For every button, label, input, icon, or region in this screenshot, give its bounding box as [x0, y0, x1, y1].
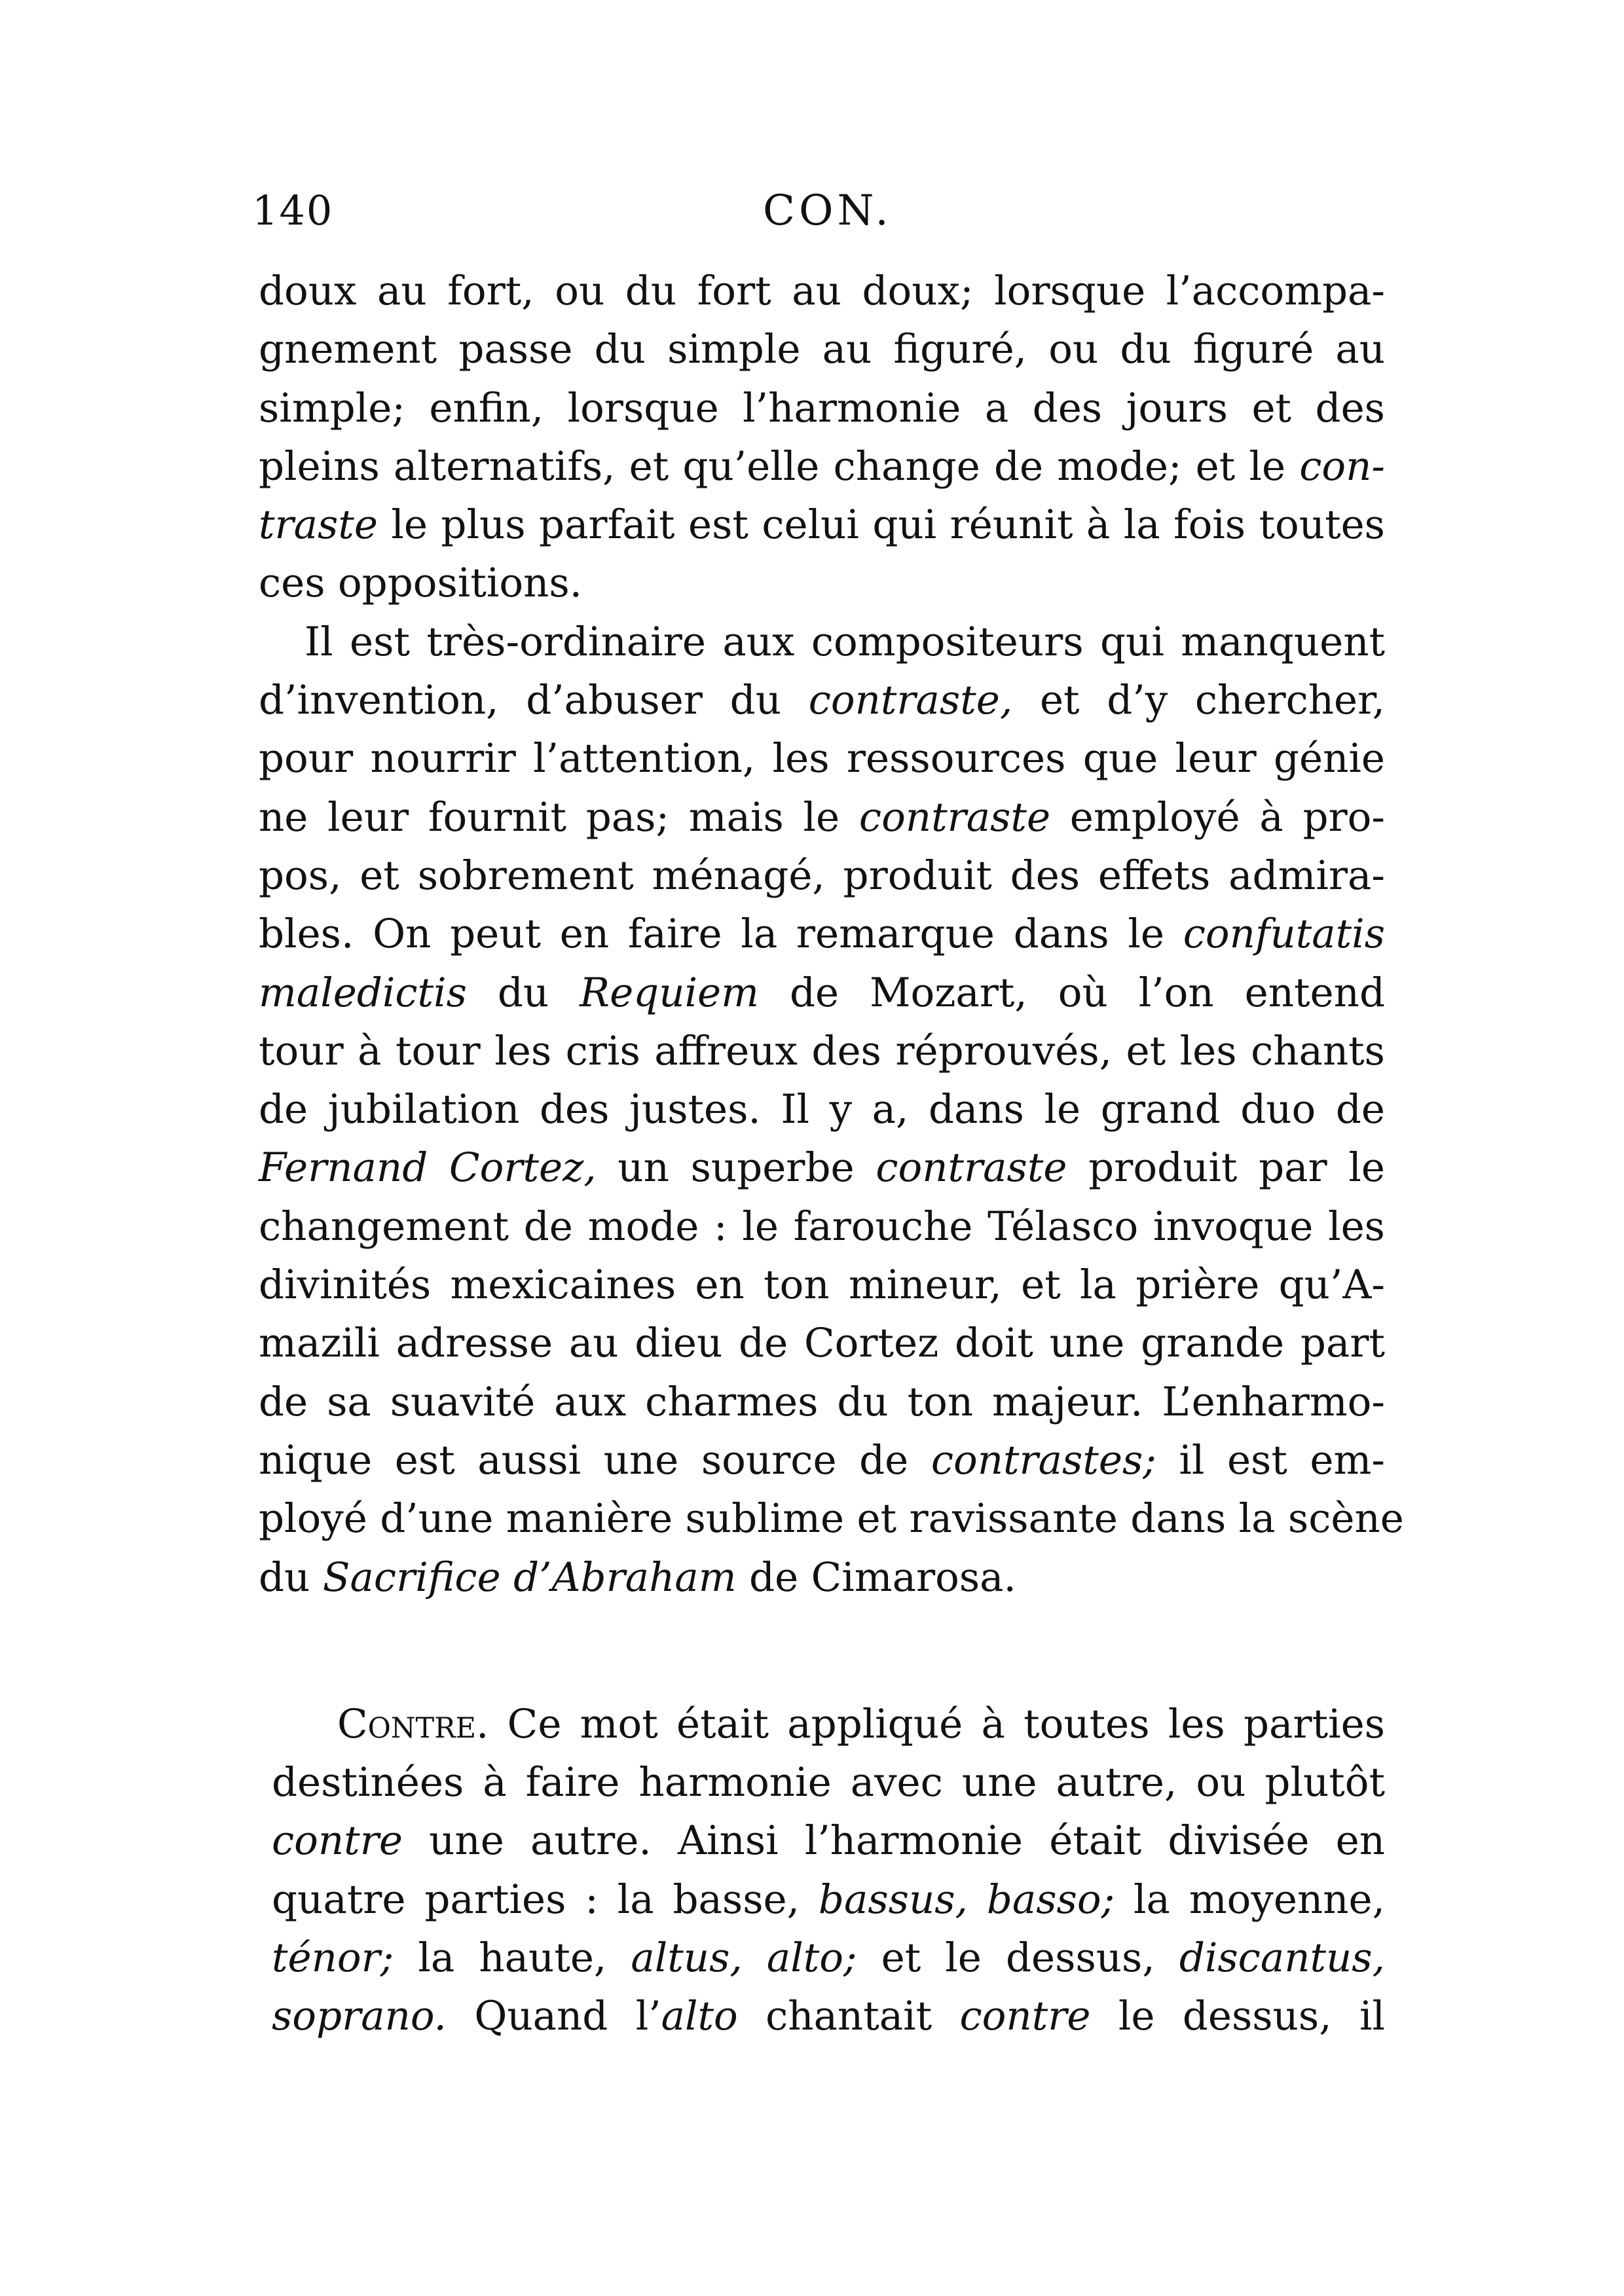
italic-term: bassus, basso;	[818, 1876, 1115, 1923]
text-line: Fernand Cortez, un superbe contraste produit par le	[259, 1144, 1385, 1192]
text-line: ténor; la haute, altus, alto; et le dessus, discantus,	[272, 1935, 1385, 1982]
text-line: quatre parties : la basse, bassus, basso; la moyenne,	[272, 1876, 1386, 1923]
italic-term: contre	[272, 1817, 403, 1865]
text-line: simple; enfin, lorsque l’harmonie a des jours et des	[259, 384, 1385, 431]
text-line: d’invention, d’abuser du contraste, et d’y chercher,	[259, 677, 1386, 724]
text-line: tour à tour les cris affreux des réprouvés, et les chants	[259, 1027, 1385, 1074]
text-line: mazili adresse au dieu de Cortez doit une grande part	[259, 1320, 1385, 1367]
text-line: soprano. Quand l’alto chantait contre le dessus, il	[272, 1993, 1385, 2040]
text-line: Il est très-ordinaire aux compositeurs qui manquent	[304, 618, 1385, 665]
entry-headword: Contre.	[337, 1700, 489, 1747]
italic-term: con-	[1299, 443, 1385, 490]
text-line: pos, et sobrement ménagé, produit des effets admira-	[259, 852, 1385, 899]
text-line: doux au fort, ou du fort au doux; lorsque l’accompa-	[259, 268, 1385, 314]
text-line: de sa suavité aux charmes du ton majeur. L’enharmo-	[259, 1378, 1385, 1425]
text-line: contre une autre. Ainsi l’harmonie était divisée en	[272, 1817, 1385, 1865]
text-line: ces oppositions.	[259, 560, 583, 607]
text-line: du Sacrifice d’Abraham de Cimarosa.	[259, 1554, 1016, 1601]
body-text	[259, 262, 1404, 2046]
paragraph-contraste-usage	[259, 613, 1404, 1607]
text-line: destinées à faire harmonie avec une autre, ou plutôt	[272, 1759, 1385, 1806]
text-line: pleins alternatifs, et qu’elle change de mode; et le con-	[259, 443, 1385, 490]
italic-term: contrastes;	[931, 1436, 1156, 1484]
text-line: ployé d’une manière sublime et ravissante dans la scène	[259, 1495, 1404, 1542]
italic-term: ténor;	[272, 1935, 394, 1982]
text-line: Contre. Ce mot était appliqué à toutes les parties	[337, 1700, 1385, 1747]
running-head: CON.	[763, 187, 893, 235]
text-line: gnement passe du simple au figuré, ou du figuré au	[259, 326, 1385, 373]
text-line: bles. On peut en faire la remarque dans le confutatis	[259, 911, 1385, 958]
text-line: changement de mode : le farouche Télasco invoque les	[259, 1203, 1385, 1250]
italic-term: contraste	[876, 1144, 1067, 1192]
italic-term: alto	[661, 1993, 738, 2040]
italic-term: altus, alto;	[631, 1935, 857, 1982]
text-line: divinités mexicaines en ton mineur, et la prière qu’A-	[259, 1262, 1385, 1309]
italic-term: discantus,	[1179, 1935, 1385, 1982]
italic-term: maledictis	[259, 969, 467, 1016]
dictionary-entry-contre	[259, 1695, 1385, 2046]
text-line: nique est aussi une source de contrastes; il est em-	[259, 1436, 1385, 1484]
text-line: maledictis du Requiem de Mozart, où l’on entend	[259, 969, 1385, 1016]
italic-term: Fernand Cortez,	[259, 1144, 597, 1192]
text-line: traste le plus parfait est celui qui réunit à la fois toutes	[259, 501, 1385, 549]
italic-term: confutatis	[1183, 911, 1385, 958]
italic-term: Sacrifice d’Abraham	[322, 1554, 737, 1601]
text-line: ne leur fournit pas; mais le contraste employé à pro-	[259, 793, 1385, 841]
italic-term: contre	[959, 1993, 1091, 2040]
page-number: 140	[252, 187, 334, 234]
paragraph-contraste-continued	[259, 262, 1385, 613]
text-line: de jubilation des justes. Il y a, dans le grand duo de	[259, 1086, 1385, 1133]
text-line: pour nourrir l’attention, les ressources que leur génie	[259, 735, 1385, 782]
italic-term: contraste	[858, 793, 1051, 841]
italic-term: Requiem	[580, 969, 759, 1016]
page-header	[252, 187, 1405, 239]
italic-term: contraste,	[808, 677, 1013, 724]
italic-term: soprano.	[272, 1993, 447, 2040]
italic-term: traste	[259, 501, 378, 549]
